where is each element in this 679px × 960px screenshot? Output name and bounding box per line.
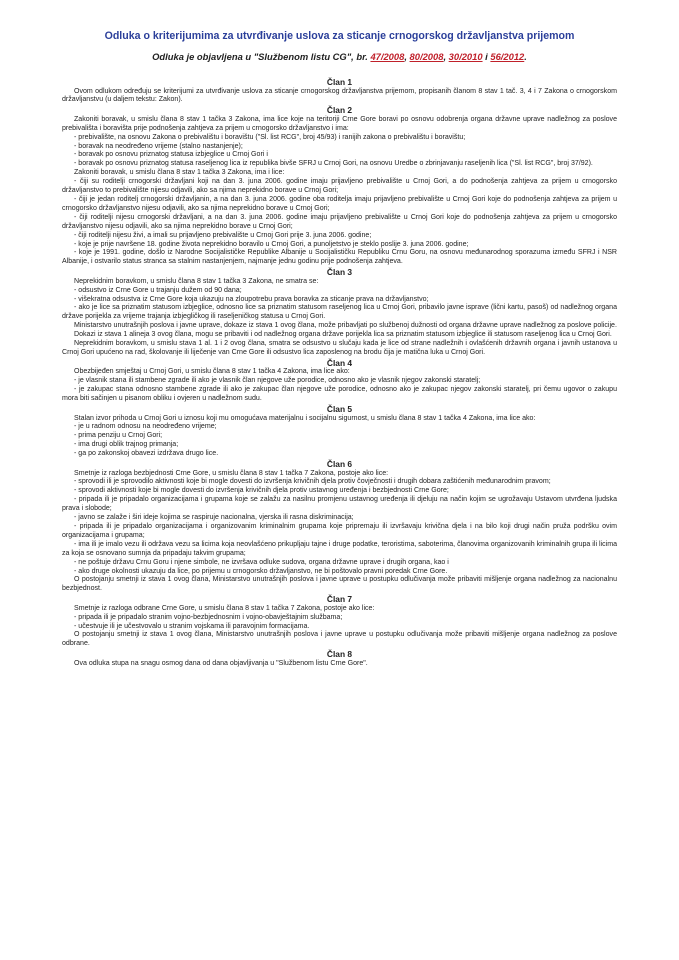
article-heading: Član 8 bbox=[326, 649, 353, 660]
list-item: - koje je 1991. godine, došlo iz Narodne Socijalističke Republike Albanije u Socijalističku Republiku Crnu Goru, na osnovu međunarodnog sporazuma između SFRJ i NSR Albanije, i ostvarilo status stranca sa stalnim nastanjenjem, najmanje jednu godinu prije podnošenja zahtjeva. bbox=[62, 249, 617, 266]
list-item: - prima penziju u Crnoj Gori; bbox=[74, 432, 163, 440]
article-4 bbox=[62, 358, 617, 404]
list-item: - ima drugi oblik trajnog primanja; bbox=[74, 441, 179, 449]
list-item: - višekratna odsustva iz Crne Gore koja ukazuju na zloupotrebu prava boravka za sticanje prava na državljanstvo; bbox=[74, 295, 429, 303]
paragraph: Zakoniti boravak, u smislu člana 8 stav 1 tačka 3 Zakona, ima lice koje na teritoriji Crne Gore boravi po osnovu odobrenja organa državne uprave nadležnog za poslove prebivališta i boravišta prije podnošenja zahtjeva za prijem u crnogorsko državljanstvo i ima: bbox=[62, 115, 617, 132]
paragraph: O postojanju smetnji iz stava 1 ovog člana, Ministarstvo unutrašnjih poslova i javne uprave u postupku odlučivanja može pribaviti mišljenje organa nadležnog za nacionalnu bezbjednost. bbox=[62, 576, 617, 593]
gazette-link-3[interactable]: 30/2010 bbox=[448, 51, 483, 62]
document-title: Odluka o kriterijumima za utvrđivanje uslova za sticanje crnogorskog državljanstva prijemom bbox=[104, 30, 575, 42]
article-heading: Član 3 bbox=[326, 267, 353, 278]
paragraph: Neprekidnim boravkom, u smislu stava 1 al. 1 i 2 ovog člana, smatra se odsustvo u slučaju kada je lice od strane nadležnih i ovlašćenih državnih organa i javnih ustanova u Crnoj Gori upućeno na rad, školovanje ili liječenje van Crne Gore ili odsustvo lica zaposlenog na brodu čija je matična luka u Crnoj Gori. bbox=[62, 340, 617, 356]
paragraph: O postojanju smetnji iz stava 1 ovog člana, Ministarstvo unutrašnjih poslova i javne uprave u postupku odlučivanja može pribaviti mišljenje organa nadležnog za poslove odbrane. bbox=[62, 631, 617, 648]
separator: i bbox=[482, 51, 491, 62]
list-item: - je zakupac stana odnosno stambene zgrade ili ako je zakupac član njegove uže porodice, odnosno ako je zakupac njegov zakonski staratelj, pri čemu ugovor o zakupu mora biti sačinjen u pisanom obliku i ovjeren u nadležnom sudu. bbox=[62, 386, 617, 403]
list-item: - pripada ili je pripadalo stranim vojno-bezbjednosnim i vojno-obavještajnim službama; bbox=[74, 613, 343, 621]
article-heading: Član 5 bbox=[326, 404, 353, 414]
article-heading: Član 7 bbox=[326, 594, 353, 605]
gazette-link-4[interactable]: 56/2012 bbox=[490, 51, 525, 62]
article-heading: Član 4 bbox=[326, 357, 353, 368]
publication-note bbox=[62, 51, 617, 63]
article-heading: Član 6 bbox=[326, 459, 353, 470]
gazette-link-2[interactable]: 80/2008 bbox=[409, 51, 444, 62]
article-1 bbox=[62, 77, 617, 105]
article-3 bbox=[62, 267, 617, 358]
list-item: - ne poštuje državu Crnu Goru i njene simbole, ne izvršava odluke sudova, organa državne uprave i drugih organa, kao i bbox=[74, 558, 449, 566]
article-5 bbox=[62, 404, 617, 459]
paragraph: Neprekidnim boravkom, u smislu člana 8 stav 1 tačka 3 Zakona, ne smatra se: bbox=[74, 277, 319, 285]
list-item: - učestvuje ili je učestvovalo u stranim vojskama ili paravojnim formacijama. bbox=[74, 622, 310, 630]
list-item: - čiji roditelji nijesu živi, a imali su prijavljeno prebivalište u Crnoj Gori prije 3. juna 2006. godine; bbox=[74, 231, 372, 239]
list-item: - čiji roditelji nijesu crnogorski državljani, a na dan 3. juna 2006. godine imaju prijavljeno prebivalište u Crnoj Gori koje do podnošenja zahtjeva za prijem u crnogorsko državljanstvo nijesu odjavili, ako sa njima neprekidno borave u Crnoj Gori; bbox=[62, 213, 617, 230]
list-item: - boravak po osnovu priznatog statusa izbjeglice u Crnoj Gori i bbox=[74, 151, 268, 159]
list-item: - javno se zalaže i širi ideje kojima se raspiruje nacionalna, vjerska ili rasna diskriminacija; bbox=[74, 514, 354, 522]
paragraph: Stalan izvor prihoda u Crnoj Gori u iznosu koji mu omogućava materijalnu i socijalnu sigurnost, u smislu člana 8 stav 1 tačka 4 Zakona, ima lice ako: bbox=[74, 414, 536, 422]
list-item: - odsustvo iz Crne Gore u trajanju dužem od 90 dana; bbox=[74, 286, 242, 294]
separator: , bbox=[443, 51, 449, 62]
article-6 bbox=[62, 459, 617, 594]
list-item: - pripada ili je pripadalo organizacijama i grupama koje se zalažu za nasilnu promjenu ustavnog uređenja ili djeluju na način kojim se ugrožavaju Ustavom utvrđena ljudska prava i slobode; bbox=[62, 496, 617, 513]
publication-suffix: . bbox=[524, 51, 527, 62]
list-item: - je vlasnik stana ili stambene zgrade ili ako je vlasnik član njegove uže porodice, odnosno ako je vlasnik njegov zakonski staratelj; bbox=[74, 377, 481, 385]
list-item: - sprovodi ili je sprovodilo aktivnosti koje bi mogle dovesti do izvršenja krivičnih djela protiv čovječnosti i drugih dobara zaštićenih međunarodnim pravom; bbox=[74, 478, 551, 486]
paragraph: Zakoniti boravak, u smislu člana 8 stav 1 tačka 3 Zakona, ima i lice: bbox=[74, 169, 285, 177]
paragraph: Obezbijeđen smještaj u Crnoj Gori, u smislu člana 8 stav 1 tačka 4 Zakona, ima lice ako: bbox=[74, 368, 350, 376]
paragraph: Dokazi iz stava 1 alineja 3 ovog člana, mogu se pribaviti i od nadležnog organa države porijekla lica sa priznatim statusom izbjeglice ili statusom raseljenog lica u Crnoj Gori. bbox=[74, 331, 612, 339]
list-item: - sprovodi aktivnosti koje bi mogle dovesti do izvršenja krivičnih djela protiv ustavnog uređenja i bezbjednosti Crne Gore; bbox=[74, 487, 449, 495]
list-item: - prebivalište, na osnovu Zakona o prebivalištu i boravištu ("Sl. list RCG", broj 45/93) i ranijih zakona o prebivalištu i boravištu; bbox=[74, 133, 466, 141]
article-heading: Član 1 bbox=[326, 77, 353, 87]
list-item: - je u radnom odnosu na neodređeno vrijeme; bbox=[74, 423, 217, 431]
list-item: - čiji su roditelji crnogorski državljani koji na dan 3. juna 2006. godine imaju prijavljeno prebivalište u Crnoj Gori, a do podnošenja zahtjeva za prijem u crnogorsko državljanstvo to prebivalište nijesu odjavili, ako sa njima neprekidno borave u Crnoj Gori; bbox=[62, 178, 617, 195]
paragraph: Ova odluka stupa na snagu osmog dana od dana objavljivanja u "Službenom listu Crne Gore". bbox=[74, 659, 368, 667]
list-item: - ima ili je imalo vezu ili održava vezu sa licima koja neovlašćeno prikupljaju tajne i druge podatke, teroristima, saboterima, članovima organizovanih kriminalnih grupa ili licima za koja se osnovano sumnja da pripadaju takvim grupama; bbox=[62, 540, 617, 557]
paragraph: Ovom odlukom određuju se kriterijumi za utvrđivanje uslova za sticanje crnogorskog državljanstva prijemom, propisanih članom 8 stav 1 tač. 3, 4 i 7 Zakona o crnogorskom državljanstvu (u daljem tekstu: Zakon). bbox=[62, 87, 617, 104]
paragraph: Smetnje iz razloga odbrane Crne Gore, u smislu člana 8 stav 1 tačka 7 Zakona, postoje ako lice: bbox=[74, 604, 375, 612]
article-8 bbox=[62, 649, 617, 668]
list-item: - ga po zakonskoj obavezi izdržava drugo lice. bbox=[74, 450, 219, 458]
article-2 bbox=[62, 105, 617, 267]
separator: , bbox=[404, 51, 410, 62]
list-item: - ako druge okolnosti ukazuju da lice, po prijemu u crnogorsko državljanstvo, ne bi poštovalo pravni poredak Crne Gore. bbox=[74, 567, 448, 575]
article-7 bbox=[62, 594, 617, 649]
list-item: - koje je prije navršene 18. godine života neprekidno boravilo u Crnoj Gori, a punoljetstvo je steklo poslije 3. juna 2006. godine; bbox=[74, 240, 469, 248]
articles-container bbox=[62, 77, 617, 669]
publication-prefix: Odluka je objavljena u "Službenom listu CG", br. bbox=[152, 51, 371, 62]
list-item: - čiji je jedan roditelj crnogorski državljanin, a na dan 3. juna 2006. godine oba roditelja imaju prijavljeno prebivalište u Crnoj Gori koje do podnošenja zahtjeva za prijem u crnogorsko državljanstvo nijesu odjavili, ako sa njima neprekidno borave u Crnoj Gori; bbox=[62, 195, 617, 212]
paragraph: Ministarstvo unutrašnjih poslova i javne uprave, dokaze iz stava 1 ovog člana, može pribavljati po službenoj dužnosti od organa državne uprave nadležnog za poslove policije. bbox=[74, 322, 617, 330]
list-item: - boravak po osnovu priznatog statusa raseljenog lica iz republika bivše SFRJ u Crnoj Gori, na osnovu Uredbe o zbrinjavanju raseljenih lica ("Sl. list RCG", broj 37/92). bbox=[74, 160, 593, 168]
list-item: - ako je lice sa priznatim statusom izbjeglice, odnosno lice sa priznatim statusom raseljenog lica u Crnoj Gori, pribavilo javne isprave (lični kartu, pasoš) od nadležnog organa države porijekla za vrijeme trajanja izbjegličkog ili raseljeničkog statusa u Crnoj Gori. bbox=[62, 304, 617, 321]
paragraph: Smetnje iz razloga bezbjednosti Crne Gore, u smislu člana 8 stav 1 tačka 7 Zakona, postoje ako lice: bbox=[74, 469, 389, 477]
article-heading: Član 2 bbox=[326, 105, 353, 116]
list-item: - boravak na neodređeno vrijeme (stalno nastanjenje); bbox=[74, 142, 243, 150]
list-item: - pripada ili je pripadalo organizacijama i organizovanim kriminalnim grupama koje pripremaju ili izvršavaju krivična djela i na bilo koji drugi način pruža podršku ovim organizacijama i grupama; bbox=[62, 522, 617, 539]
gazette-link-1[interactable]: 47/2008 bbox=[370, 51, 405, 62]
